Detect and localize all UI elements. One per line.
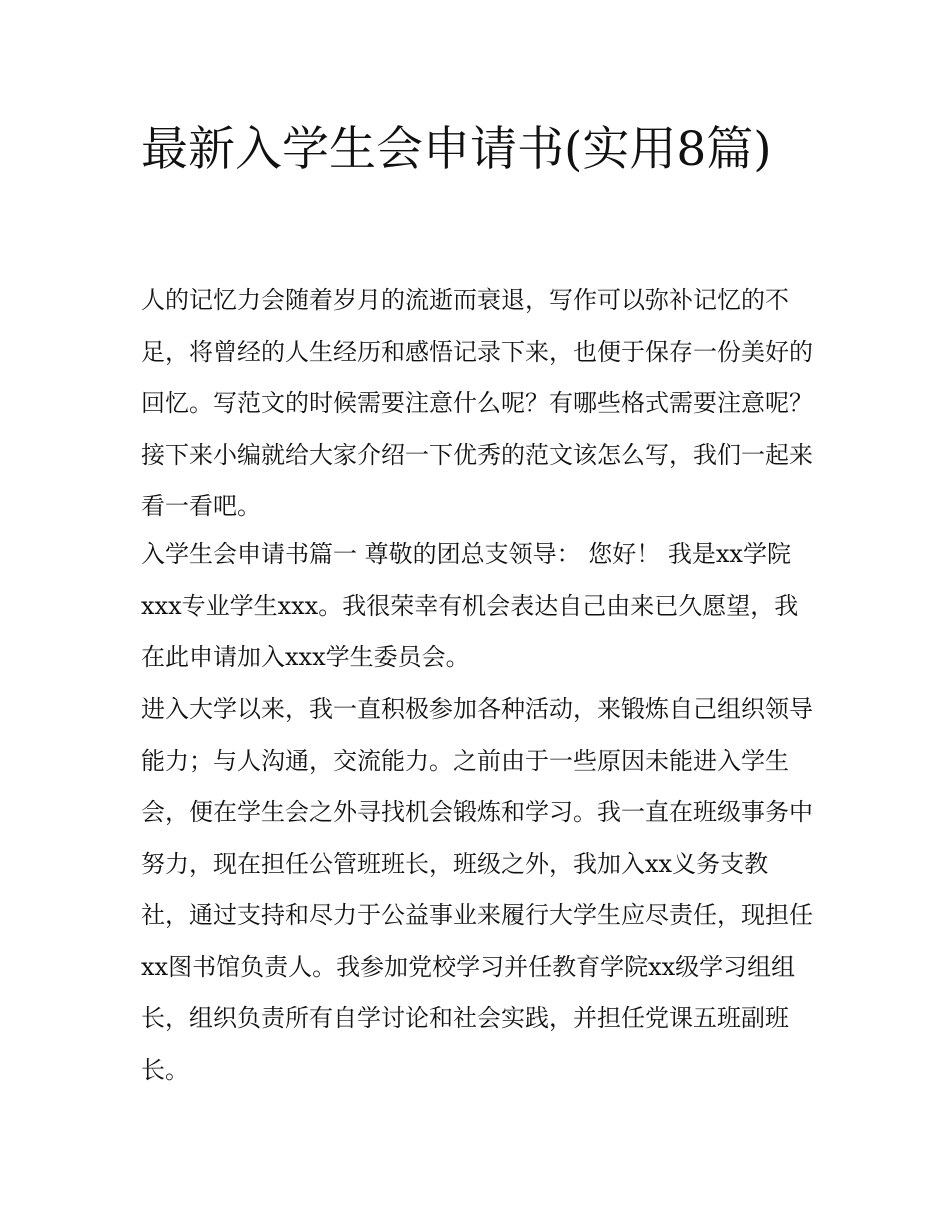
experience-paragraph: 进入大学以来，我一直积极参加各种活动，来锻炼自己组织领导能力；与人沟通，交流能力。之前由于一些原因未能进入学生会，便在学生会之外寻找机会锻炼和学习。我一直在班级事务中努力，现在担任公管班班长，班级之外，我加入xx义务支教社，通过支持和尽力于公益事业来履行大学生应尽责任，现担任xx图书馆负责人。我参加党校学习并任教育学院xx级学习组组长，组织负责所有自学讨论和社会实践，并担任党课五班副班长。 xyxy=(141,695,813,1084)
document-title: 最新入学生会申请书(实用8篇) xyxy=(141,122,772,177)
application-opening-paragraph: 入学生会申请书篇一 尊敬的团总支领导： 您好！ 我是xx学院xxx专业学生xxx。我很荣幸有机会表达自己由来已久愿望，我在此申请加入xxx学生委员会。 xyxy=(141,540,799,671)
intro-paragraph: 人的记忆力会随着岁月的流逝而衰退，写作可以弥补记忆的不足，将曾经的人生经历和感悟记录下来，也便于保存一份美好的回忆。写范文的时候需要注意什么呢？有哪些格式需要注意呢？接下来小编就给大家介绍一下优秀的范文该怎么写，我们一起来看一看吧。 xyxy=(141,286,813,520)
